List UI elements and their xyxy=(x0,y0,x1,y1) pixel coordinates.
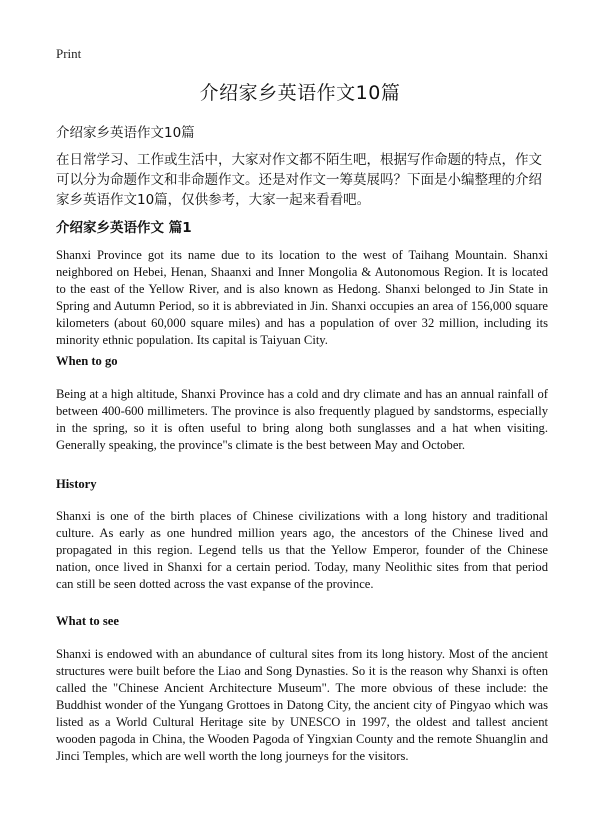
article-heading: 介绍家乡英语作文 篇1 xyxy=(56,220,192,236)
paragraph-history: Shanxi is one of the birth places of Chinese civilizations with a long history and traditional culture. As early as one hundred million years ago, the ancestors of the Chinese lived and propagated in this region. Legend tells us that the Yellow Emperor, founder of the Chinese nation, once lived in Shanxi for a certain period. Today, many Neolithic sites from that period can still be seen dotted across the vast expanse of the province. xyxy=(56,509,548,591)
heading-history: History xyxy=(56,477,97,491)
print-link[interactable]: Print xyxy=(56,46,82,61)
page-title: 介绍家乡英语作文10篇 xyxy=(199,82,401,104)
paragraph-sights: Shanxi is endowed with an abundance of cultural sites from its long history. Most of the ancient structures were built before the Liao and Song Dynasties. So it is the reason why Shanxi is often called the "Chinese Ancient Architecture Museum". The more obvious of these include: the Buddhist wonder of the Yungang Grottoes in Datong City, the ancient city of Pingyao which was listed as a World Cultural Heritage site by UNESCO in 1997, the oldest and tallest ancient wooden pagoda in China, the Wooden Pagoda of Yingxian County and the remote Shuanglin and Jinci Temples, which are well worth the long journeys for the visitors. xyxy=(56,647,548,763)
heading-what-to-see: What to see xyxy=(56,614,119,628)
intro-paragraph: 在日常学习、工作或生活中，大家对作文都不陌生吧，根据写作命题的特点，作文可以分为命题作文和非命题作文。还是对作文一筹莫展吗？下面是小编整理的介绍家乡英语作文10篇，仅供参考，大家一起来看看吧。 xyxy=(56,152,542,208)
heading-when-to-go: When to go xyxy=(56,354,118,368)
paragraph-climate: Being at a high altitude, Shanxi Province has a cold and dry climate and has an annual rainfall of between 400-600 millimeters. The province is also frequently plagued by sandstorms, especially in the spring, so it is often useful to bring along both sunglasses and a hat when visiting. Generally speaking, the province"s climate is the best between May and October. xyxy=(56,387,548,452)
paragraph-intro-shanxi: Shanxi Province got its name due to its location to the west of Taihang Mountain. Shanxi neighbored on Hebei, Henan, Shaanxi and Inner Mongolia & Autonomous Region. It is located to the east of the Yellow River, and is also known as Hedong. Shanxi belonged to Jin State in Spring and Autumn Period, so it is abbreviated in Jin. Shanxi occupies an area of 156,000 square kilometers (about 60,000 square miles) and has a population of over 32 million, including its minority ethnic population. Its capital is Taiyuan City. xyxy=(56,248,548,347)
page-subtitle: 介绍家乡英语作文10篇 xyxy=(56,125,195,141)
